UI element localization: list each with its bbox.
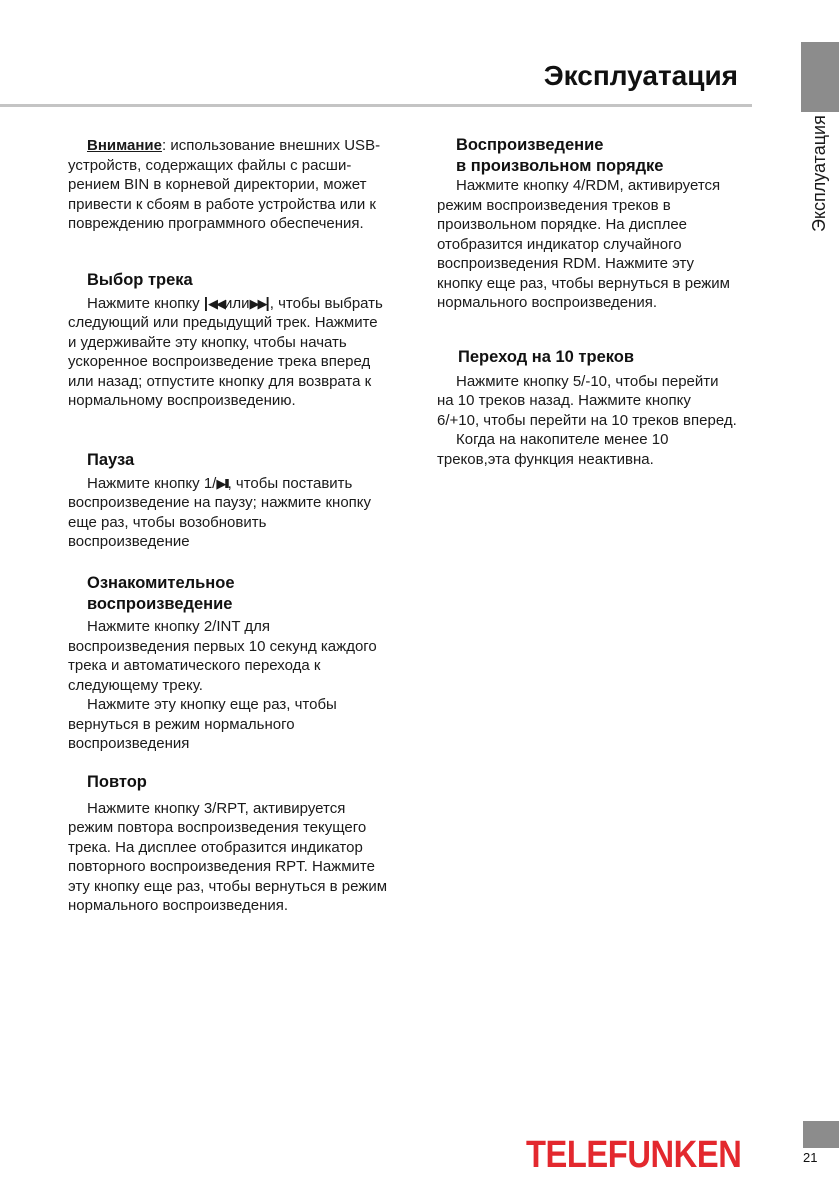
intro-title-line1: Ознакомительное [87,574,235,592]
header-divider [0,104,752,107]
skip10-paragraph-1: Нажмите кнопку 5/-10, чтобы перейти на 10 треков назад. Нажмите кнопку 6/+10, чтобы перейти на 10 треков вперед. [437,372,737,429]
warning-paragraph [68,136,388,234]
warning-label: Внимание [87,137,162,154]
repeat-section [68,772,388,916]
footer-tab-marker [803,1121,839,1148]
repeat-title: Повтор [87,773,147,791]
play-pause-icon: ▶II [216,475,228,491]
page-title: Эксплуатация [543,60,738,91]
repeat-paragraph: Нажмите кнопку 3/RPT, активируется режим повтора воспроизведения текущего трека. На дисплее отобразится индикатор повторного воспроизведения RPT. Нажмите эту кнопку еще раз, чтобы вернуться в режим нормального воспроизведения. [68,799,388,914]
next-track-bar-icon: | [265,294,270,312]
pause-text-after: , чтобы поставить воспроизведение на паузу; нажмите кнопку еще раз, чтобы возобновить воспроизведение [68,474,372,550]
random-paragraph: Нажмите кнопку 4/RDM, активируется режим воспроизведения треков в произвольном порядке. На дисплее отобразится индикатор случайного воспроизведения RDM. Нажмите эту кнопку еще раз, чтобы вернуться в режим нормального воспроизведения. [437,177,730,311]
random-title-line2: в произвольном порядке [456,156,664,175]
pause-paragraph [68,474,388,552]
prev-track-icon: | [203,294,209,312]
track-select-title: Выбор трека [87,271,193,289]
track-select-text-before: Нажмите кнопку [87,294,204,312]
track-select-text-or: или [224,294,250,312]
track-select-section [68,270,388,411]
skip10-title: Переход на 10 треков [458,348,635,366]
intro-title-line2: воспроизведение [87,594,233,613]
page-number: 21 [803,1150,818,1165]
side-tab-marker [801,42,839,112]
brand-logo: TELEFUNKEN [526,1134,742,1176]
warning-text: : использование внешних USB-устройств, содержащих файлы с расши-рением BIN в корневой директории, может привести к сбоям в работе устройства или к повреждению программного обеспечения. [68,137,381,232]
intro-section [68,573,388,754]
side-tab-label: Эксплуатация [809,115,829,232]
intro-paragraph-2: Нажмите эту кнопку еще раз, чтобы вернуться в режим нормального воспроизведения [68,696,337,752]
pause-title: Пауза [87,451,135,469]
next-track-icon: ▶▶ [249,295,266,311]
track-select-text-after: , чтобы выбрать следующий или предыдущий трек. Нажмите и удерживайте эту кнопку, чтобы начать ускоренное воспроизведение трека вперед или назад; отпустите кнопку для возврата к нормальному воспроизведению. [68,294,383,409]
rewind-icon: ◀◀ [208,295,225,311]
pause-section [68,450,388,552]
skip10-section [437,347,737,469]
random-title-line1: Воспроизведение [456,136,604,154]
random-section [437,135,737,313]
warning-section [68,136,388,234]
pause-text-before: Нажмите кнопку 1/ [87,474,217,492]
track-select-paragraph [68,294,388,411]
intro-paragraph-1: Нажмите кнопку 2/INT для воспроизведения первых 10 секунд каждого трека и автоматического перехода к следующему треку. [68,618,377,694]
skip10-paragraph-2: Когда на накопителе менее 10 треков,эта функция неактивна. [437,431,669,468]
